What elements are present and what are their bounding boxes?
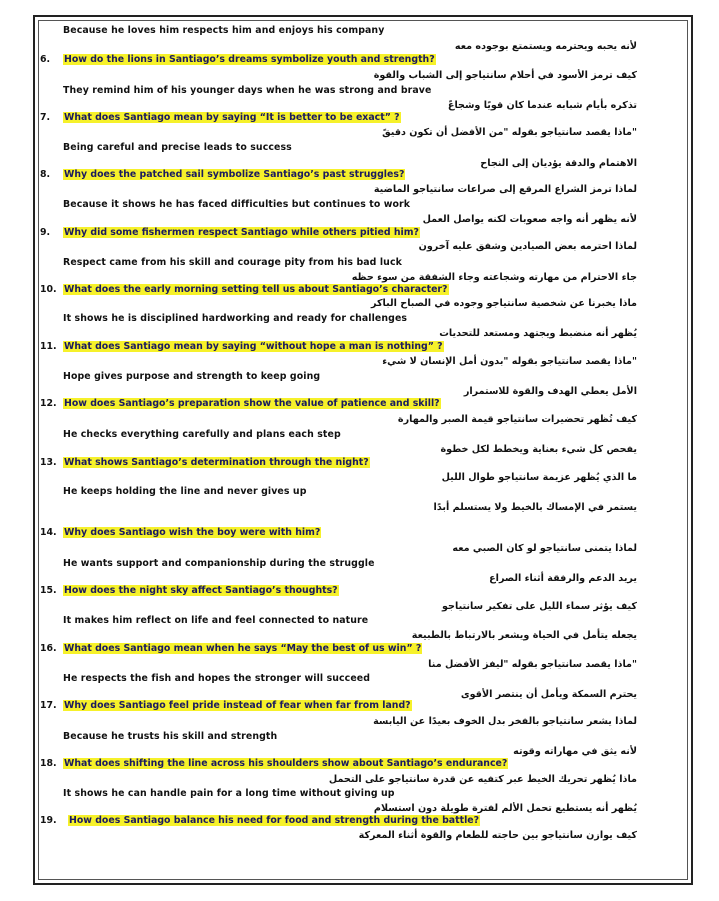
question-en: How does Santiago balance his need for food and strength during the battle? <box>69 815 480 826</box>
question-number: 18. <box>40 758 57 769</box>
question-number: 15. <box>40 585 57 596</box>
answer-ar: الاهتمام والدقة يؤديان إلى النجاح <box>480 158 637 169</box>
question-ar: ما الذي يُظهر عزيمة سانتياجو طوال الليل <box>441 472 637 483</box>
answer-ar: تذكره بأيام شبابه عندما كان قويًا وشجاعً <box>447 100 637 111</box>
answer-ar: يحترم السمكة ويأمل أن ينتصر الأقوى <box>460 689 637 700</box>
question-en: What does Santiago mean by saying “It is better to be exact” ? <box>64 112 400 123</box>
question-ar: لماذا يشعر سانتياجو بالفخر بدل الخوف بعيدًا عن اليابسة <box>373 716 637 727</box>
answer-en: It shows he can handle pain for a long time without giving up <box>63 788 395 799</box>
question-en: What does Santiago mean when he says “May the best of us win” ? <box>64 643 422 654</box>
question-number: 12. <box>40 398 57 409</box>
question-number: 13. <box>40 457 57 468</box>
question-number: 9. <box>40 227 51 238</box>
answer-en: Because he loves him respects him and enjoys his company <box>63 25 385 36</box>
question-number: 11. <box>40 341 57 352</box>
answer-ar: يستمر في الإمساك بالخيط ولا يستسلم أبدًا <box>433 502 637 513</box>
question-en: How does the night sky affect Santiago’s thoughts? <box>64 585 338 596</box>
question-number: 8. <box>40 169 51 180</box>
question-number: 10. <box>40 284 57 295</box>
question-number: 19. <box>40 815 57 826</box>
answer-en: He checks everything carefully and plans each step <box>63 429 341 440</box>
question-ar: ماذا يُظهر تحريك الخيط عبر كتفيه عن قدرة سانتياجو على التحمل <box>328 774 637 785</box>
question-ar: كيف ترمز الأسود في أحلام سانتياجو إلى الشباب والقوة <box>373 70 637 81</box>
answer-ar: جاء الاحترام من مهارته وشجاعته وجاء الشفقة من سوء حظه <box>351 272 637 283</box>
answer-en: Being careful and precise leads to success <box>63 142 292 153</box>
answer-en: He keeps holding the line and never gives up <box>63 486 307 497</box>
answer-en: Hope gives purpose and strength to keep going <box>63 371 321 382</box>
question-ar: كيف تُظهر تحضيرات سانتياجو قيمة الصبر والمهارة <box>397 414 637 425</box>
question-number: 16. <box>40 643 57 654</box>
question-en: What does the early morning setting tell us about Santiago’s character? <box>64 284 448 295</box>
answer-en: He respects the fish and hopes the stronger will succeed <box>63 673 371 684</box>
question-ar: ماذا يخبرنا عن شخصية سانتياجو وجوده في الصباح الباكر <box>370 298 637 309</box>
question-en: How do the lions in Santiago’s dreams symbolize youth and strength? <box>64 54 435 65</box>
answer-ar: يجعله يتأمل في الحياة ويشعر بالارتباط بالطبيعة <box>411 630 637 641</box>
answer-ar: لأنه يظهر أنه واجه صعوبات لكنه يواصل العمل <box>422 214 637 225</box>
answer-ar: يفحص كل شيء بعناية ويخطط لكل خطوة <box>440 444 637 455</box>
answer-ar: يريد الدعم والرفقة أثناء الصراع <box>489 573 637 584</box>
question-ar: "ماذا يقصد سانتياجو بقوله "ليفز الأفضل منا <box>428 659 637 670</box>
question-en: Why did some fishermen respect Santiago while others pitied him? <box>64 227 419 238</box>
answer-en: Respect came from his skill and courage pity from his bad luck <box>63 257 402 268</box>
question-en: What does shifting the line across his shoulders show about Santiago’s endurance? <box>64 758 508 769</box>
answer-en: Because he trusts his skill and strength <box>63 731 278 742</box>
question-ar: "ماذا يقصد سانتياجو بقوله "من الأفضل أن تكون دقيقً <box>382 127 637 138</box>
answer-en: It makes him reflect on life and feel connected to nature <box>63 615 369 626</box>
question-en: Why does Santiago wish the boy were with him? <box>64 527 321 538</box>
question-number: 14. <box>40 527 57 538</box>
answer-ar: لأنه يحبه ويحترمه ويستمتع بوجوده معه <box>454 41 637 52</box>
answer-en: They remind him of his younger days when he was strong and brave <box>63 85 432 96</box>
question-ar: لماذا يتمنى سانتياجو لو كان الصبي معه <box>452 543 637 554</box>
question-ar: لماذا ترمز الشراع المرقع إلى صراعات سانتياجو الماضية <box>373 184 637 195</box>
question-en: Why does the patched sail symbolize Santiago’s past struggles? <box>64 169 405 180</box>
question-ar: لماذا احترمه بعض الصيادين وشفق عليه آخرون <box>418 241 637 252</box>
answer-ar: يُظهر أنه منضبط ويجتهد ومستعد للتحديات <box>439 328 637 339</box>
answer-en: It shows he is disciplined hardworking and ready for challenges <box>63 313 408 324</box>
question-en: Why does Santiago feel pride instead of fear when far from land? <box>64 700 411 711</box>
answer-ar: لأنه يثق في مهاراته وقوته <box>513 746 637 757</box>
question-en: How does Santiago’s preparation show the value of patience and skill? <box>64 398 440 409</box>
answer-ar: الأمل يعطي الهدف والقوة للاستمرار <box>463 386 637 397</box>
question-number: 17. <box>40 700 57 711</box>
question-ar: "ماذا يقصد سانتياجو بقوله "بدون أمل الإنسان لا شيء <box>382 356 637 367</box>
question-en: What does Santiago mean by saying “without hope a man is nothing” ? <box>64 341 443 352</box>
question-number: 6. <box>40 54 51 65</box>
question-ar: كيف يوازن سانتياجو بين حاجته للطعام والقوة أثناء المعركة <box>358 830 637 841</box>
question-ar: كيف يؤثر سماء الليل على تفكير سانتياجو <box>442 601 637 612</box>
answer-en: He wants support and companionship during the struggle <box>63 558 375 569</box>
answer-ar: يُظهر أنه يستطيع تحمل الألم لفترة طويلة دون استسلام <box>373 803 637 814</box>
answer-en: Because it shows he has faced difficulties but continues to work <box>63 199 411 210</box>
question-en: What shows Santiago’s determination through the night? <box>64 457 369 468</box>
question-number: 7. <box>40 112 51 123</box>
